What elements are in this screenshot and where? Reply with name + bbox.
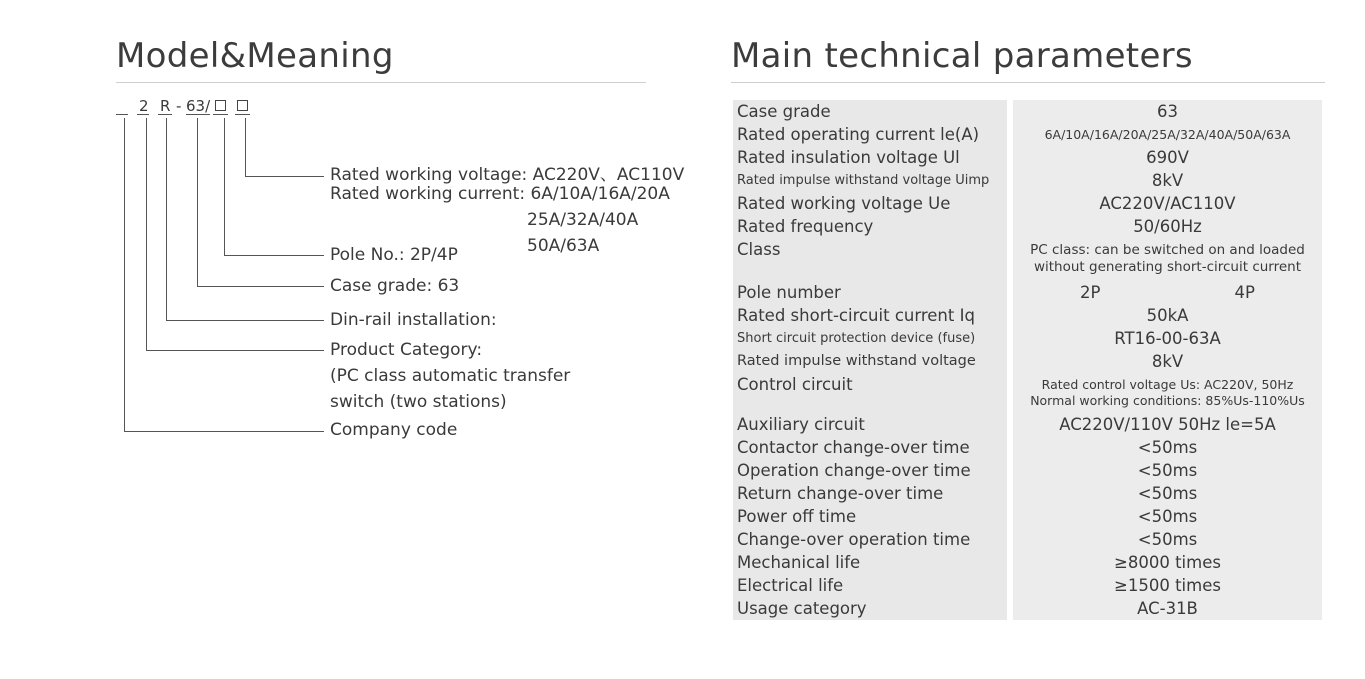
- param-value: ≥1500 times: [1010, 574, 1322, 597]
- param-value: 6A/10A/16A/20A/25A/32A/40A/50A/63A: [1010, 123, 1322, 146]
- param-value: 63: [1010, 100, 1322, 123]
- leader-install-h: [166, 320, 324, 321]
- technical-parameters-table: [733, 100, 1322, 620]
- pole-box: [215, 100, 226, 111]
- leader-category-h: [146, 350, 324, 351]
- voltage-box: [237, 100, 248, 111]
- table-row: [733, 551, 1322, 574]
- leader-pole-v: [224, 118, 225, 255]
- table-row: [733, 459, 1322, 482]
- table-row: [733, 123, 1322, 146]
- param-label: Rated insulation voltage Ul: [733, 146, 1010, 169]
- label-category-line2: (PC class automatic transfer: [330, 366, 571, 386]
- param-label: Rated short-circuit current Iq: [733, 304, 1010, 327]
- param-value: 8kV: [1010, 169, 1322, 192]
- param-value: AC220V/110V 50Hz le=5A: [1010, 413, 1322, 436]
- table-row: [733, 528, 1322, 551]
- param-label: Control circuit: [733, 373, 1010, 413]
- param-value: <50ms: [1010, 528, 1322, 551]
- leader-grade-h: [197, 286, 324, 287]
- param-value: 690V: [1010, 146, 1322, 169]
- param-label: Return change-over time: [733, 482, 1010, 505]
- leader-company-h: [124, 431, 324, 432]
- label-current-line3: 50A/63A: [527, 236, 600, 256]
- param-value: 50/60Hz: [1010, 215, 1322, 238]
- param-label: Operation change-over time: [733, 459, 1010, 482]
- param-value: <50ms: [1010, 436, 1322, 459]
- param-value-line: without generating short-circuit current: [1033, 259, 1302, 275]
- param-label: Rated impulse withstand voltage Uimp: [733, 169, 1010, 192]
- param-label: Power off time: [733, 505, 1010, 528]
- param-value: RT16-00-63A: [1010, 327, 1322, 350]
- table-row: [733, 350, 1322, 373]
- param-label: Class: [733, 238, 1010, 281]
- table-row: [733, 505, 1322, 528]
- title-divider-right: [731, 82, 1325, 83]
- param-value-line: PC class: can be switched on and loaded: [1030, 242, 1305, 258]
- param-value: 8kV: [1010, 350, 1322, 373]
- param-value: ≥8000 times: [1010, 551, 1322, 574]
- table-row: [733, 100, 1322, 123]
- label-rated-current: Rated working current: 6A/10A/16A/20A: [330, 184, 670, 204]
- param-label: Rated frequency: [733, 215, 1010, 238]
- label-case-grade: Case grade: 63: [330, 276, 460, 296]
- param-value: [1010, 281, 1322, 304]
- param-label: Case grade: [733, 100, 1010, 123]
- param-value: <50ms: [1010, 459, 1322, 482]
- table-row: [733, 238, 1322, 281]
- code-case-grade: 63/: [186, 97, 211, 115]
- table-row: [733, 215, 1322, 238]
- voltage-underline: [235, 114, 250, 115]
- label-category-line3: switch (two stations): [330, 392, 507, 412]
- param-label: Rated working voltage Ue: [733, 192, 1010, 215]
- label-current-line2: 25A/32A/40A: [527, 210, 639, 230]
- param-label: Pole number: [733, 281, 1010, 304]
- pole-4p-value: 4P: [1234, 283, 1255, 302]
- param-label: Rated operating current le(A): [733, 123, 1010, 146]
- table-row: [733, 574, 1322, 597]
- leader-pole-h: [224, 255, 324, 256]
- leader-voltage-v: [245, 118, 246, 176]
- param-value: [1010, 373, 1322, 413]
- label-company-code: Company code: [330, 420, 458, 440]
- code-installation: R: [160, 97, 171, 115]
- param-label: Short circuit protection device (fuse): [733, 327, 1010, 350]
- label-din-rail: Din-rail installation:: [330, 310, 497, 330]
- model-meaning-title: Model&Meaning: [116, 36, 394, 76]
- table-row: [733, 281, 1322, 304]
- table-row: [733, 373, 1322, 413]
- pole-underline: [213, 114, 228, 115]
- leader-install-v: [166, 118, 167, 320]
- param-value: 50kA: [1010, 304, 1322, 327]
- table-row: [733, 146, 1322, 169]
- table-row: [733, 436, 1322, 459]
- table-row: [733, 192, 1322, 215]
- leader-grade-v: [197, 118, 198, 286]
- param-value: AC220V/AC110V: [1010, 192, 1322, 215]
- param-value: <50ms: [1010, 482, 1322, 505]
- param-label: Mechanical life: [733, 551, 1010, 574]
- param-label: Usage category: [733, 597, 1010, 620]
- param-value-line: Rated control voltage Us: AC220V, 50Hz: [1041, 377, 1294, 392]
- company-code-blank: [116, 114, 128, 115]
- param-value: [1010, 238, 1322, 281]
- technical-parameters-title: Main technical parameters: [731, 36, 1193, 76]
- param-label: Rated impulse withstand voltage: [733, 350, 1010, 373]
- table-row: [733, 169, 1322, 192]
- table-row: [733, 482, 1322, 505]
- table-row: [733, 597, 1322, 620]
- param-label: Contactor change-over time: [733, 436, 1010, 459]
- table-row: [733, 413, 1322, 436]
- label-rated-voltage: Rated working voltage: AC220V、AC110V: [330, 165, 685, 185]
- param-label: Electrical life: [733, 574, 1010, 597]
- code-category: 2: [139, 97, 149, 115]
- table-row: [733, 327, 1322, 350]
- label-pole-no: Pole No.: 2P/4P: [330, 245, 458, 265]
- leader-voltage-h: [245, 176, 324, 177]
- param-label: Auxiliary circuit: [733, 413, 1010, 436]
- label-product-category: Product Category:: [330, 340, 483, 360]
- param-label: Change-over operation time: [733, 528, 1010, 551]
- param-value: AC-31B: [1010, 597, 1322, 620]
- param-value: <50ms: [1010, 505, 1322, 528]
- pole-2p-value: 2P: [1080, 283, 1101, 302]
- code-dash: -: [176, 97, 182, 115]
- leader-category-v: [146, 118, 147, 350]
- param-value-line: Normal working conditions: 85%Us-110%Us: [1030, 393, 1305, 408]
- table-row: [733, 304, 1322, 327]
- leader-company-v: [124, 118, 125, 431]
